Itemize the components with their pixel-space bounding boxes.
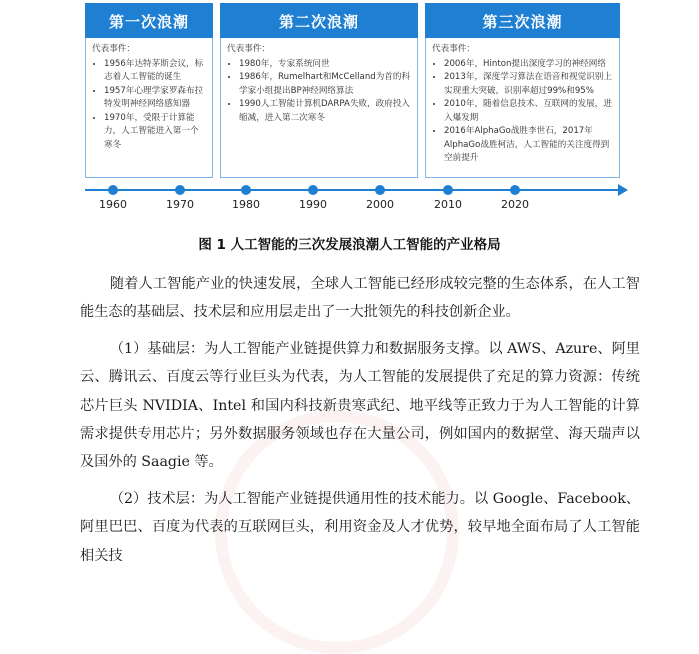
timeline-year: 1990 bbox=[299, 198, 327, 211]
timeline-year: 1970 bbox=[166, 198, 194, 211]
wave-2-events-label: 代表事件： bbox=[227, 44, 270, 54]
timeline-dot bbox=[108, 185, 118, 195]
wave-1-event: • 1970年，受限于计算能力，人工智能进入第一个寒冬 bbox=[104, 112, 206, 153]
timeline-dot bbox=[308, 185, 318, 195]
wave-3-events bbox=[425, 38, 620, 178]
ai-waves-figure bbox=[0, 0, 699, 262]
timeline-dot bbox=[375, 185, 385, 195]
figure-caption: 图 1 人工智能的三次发展浪潮人工智能的产业格局 bbox=[198, 237, 501, 253]
paragraph: （1）基础层：为人工智能产业链提供算力和数据服务支撑。以 AWS、Azure、阿里云、腾讯云、百度云等行业巨头为代表，为人工智能的发展提供了充足的算力资源：传统芯片巨头 NVIDIA、Intel 和国内科技新贵寒武纪、地平线等正致力于为人工智能的计算需求提供专用芯片；另外数据服务领域也存在大量公司，例如国内的数据堂、海天瑞声以及国外的 Saagie 等。 bbox=[80, 340, 640, 471]
wave-3-events-label: 代表事件： bbox=[432, 44, 475, 54]
timeline-year: 2010 bbox=[434, 198, 462, 211]
timeline-dot bbox=[175, 185, 185, 195]
wave-1-title: 第一次浪潮 bbox=[85, 3, 213, 39]
paragraph: （2）技术层：为人工智能产业链提供通用性的技术能力。以 Google、Facebook、阿里巴巴、百度为代表的互联网巨头，利用资金及人才优势，较早地全面布局了人工智能相关技 bbox=[80, 490, 640, 564]
wave-1-event: • 1957年心理学家罗森布拉特发明神经网络感知器 bbox=[104, 85, 206, 112]
wave-1-event: • 1956年达特茅斯会议，标志着人工智能的诞生 bbox=[104, 58, 206, 85]
timeline-dot bbox=[510, 185, 520, 195]
wave-3-event: • 2013年，深度学习算法在语音和视觉识别上实现重大突破，识别率超过99%和95% bbox=[444, 71, 613, 98]
timeline-arrow-icon bbox=[618, 184, 628, 196]
timeline-year: 1960 bbox=[99, 198, 127, 211]
wave-3-title: 第三次浪潮 bbox=[425, 3, 620, 39]
paragraph: 随着人工智能产业的快速发展，全球人工智能已经形成较完整的生态体系，在人工智能生态的基础层、技术层和应用层走出了一大批领先的科技创新企业。 bbox=[80, 276, 640, 321]
wave-2-event: • 1990人工智能计算机DARPA失败，政府投入缩减，进入第二次寒冬 bbox=[239, 98, 411, 125]
wave-3-event: • 2006年，Hinton提出深度学习的神经网络 bbox=[444, 58, 613, 72]
wave-2-title: 第二次浪潮 bbox=[220, 3, 418, 39]
wave-2-event: • 1980年，专家系统问世 bbox=[239, 58, 411, 72]
wave-2-events bbox=[220, 38, 418, 178]
timeline-year: 1980 bbox=[232, 198, 260, 211]
wave-1-events bbox=[85, 38, 213, 178]
wave-2-event: • 1986年，Rumelhart和McCelland为首的科学家小组提出BP神经网络算法 bbox=[239, 71, 411, 98]
timeline-year: 2000 bbox=[366, 198, 394, 211]
wave-1-events-label: 代表事件： bbox=[92, 44, 135, 54]
document-body bbox=[80, 270, 640, 578]
timeline-dot bbox=[241, 185, 251, 195]
timeline-dot bbox=[443, 185, 453, 195]
wave-3-event: • 2016年AlphaGo战胜李世石，2017年AlphaGo战胜柯洁，人工智能的关注度得到空前提升 bbox=[444, 125, 613, 166]
wave-3-event: • 2010年，随着信息技术、互联网的发展，进入爆发期 bbox=[444, 98, 613, 125]
timeline-year: 2020 bbox=[501, 198, 529, 211]
